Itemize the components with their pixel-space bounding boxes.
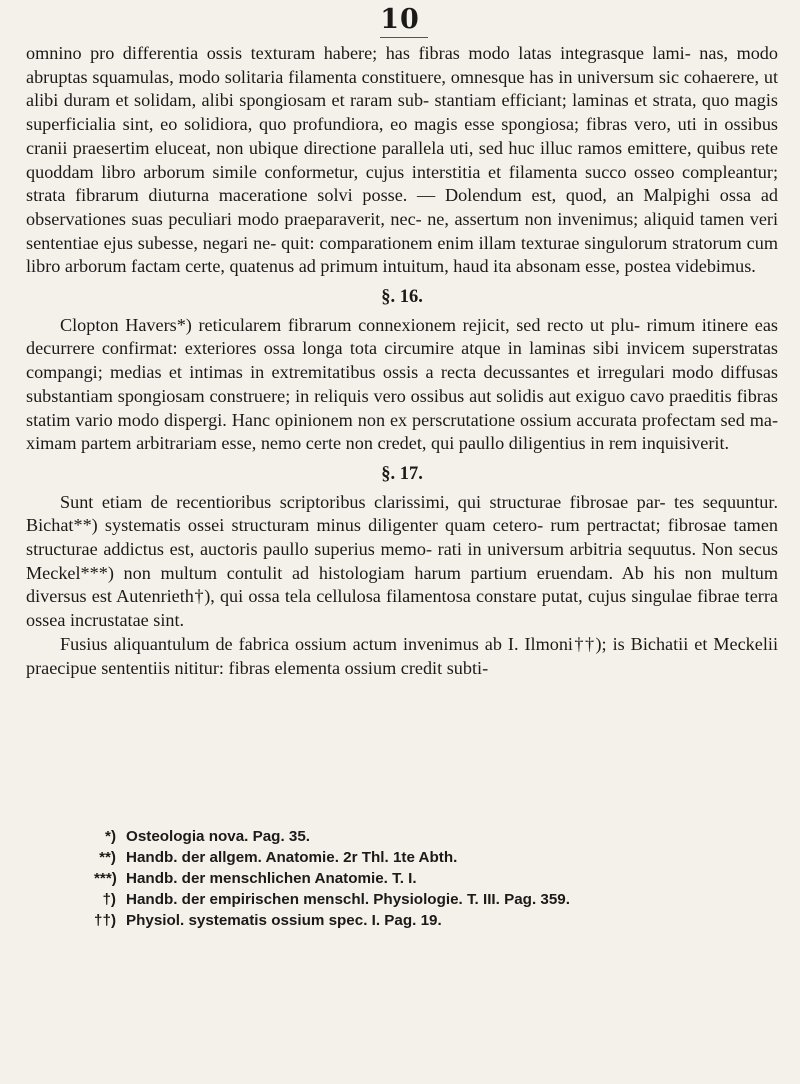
- footnote: [94, 910, 734, 931]
- footnote-mark: ††): [94, 912, 116, 929]
- footnote-text: Handb. der empirischen menschl. Physiologie. T. III. Pag. 359.: [126, 891, 570, 908]
- footnote-mark: †): [102, 891, 116, 908]
- paragraph-2: Clopton Havers*) reticularem fibrarum connexionem rejicit, sed recto ut plu- rimum itinere eas decurrere confirmat: exteriores ossa longa tota circumire atque in laminas sibi invicem superstratas compangi; medias et intimas in extremitatibus ossis a recta decussantes et irregulari modo diffusas substantiam spongiosam construere; in reliquis vero ossibus aut solidis aut exiguo cavo praeditis fibras statim vario modo dispergi. Hanc opinionem non ex perscrutatione ossium accurata profectam sed ma- ximam partem arbitrariam esse, nemo certe non credet, qui paullo diligentius in rem inquisiverit.: [26, 314, 778, 454]
- footnote: [94, 826, 734, 847]
- footnote: [94, 868, 734, 889]
- paragraph-4: Fusius aliquantulum de fabrica ossium actum invenimus ab I. Ilmoni††); is Bichatii et Meckelii praecipue sententiis nititur: fibras elementa ossium credit subti-: [26, 633, 778, 678]
- paragraph-3: Sunt etiam de recentioribus scriptoribus clarissimi, qui structurae fibrosae par- tes sequuntur. Bichat**) systematis ossei structuram minus diligenter quam cetero- rum pertractat; fibrosae tamen structurae addictus est, auctoris paullo superius memo- rati in universum arbitria sequutus. Non secus Meckel***) non multum contulit ad histologiam harum partium eruendam. Ab his non multum diversus est Autenrieth†), qui ossa tela cellulosa filamentosa constare putat, cujus singulae fibrae terra ossea incrustatae sint.: [26, 491, 778, 631]
- footnote-text: Osteologia nova. Pag. 35.: [126, 828, 310, 845]
- footnote-text: Handb. der allgem. Anatomie. 2r Thl. 1te Abth.: [126, 849, 458, 866]
- paragraph-1: omnino pro differentia ossis texturam habere; has fibras modo latas integrasque lami- nas, modo abruptas squamulas, modo solitaria filamenta constituere, omnesque has in universum sic cohaerere, ut alibi duram et solidam, alibi spongiosam et raram sub- stantiam efficiant; laminas et strata, quo magis superficialia sint, eo solidiora, quo profundiora, eo magis esse spongiosa; fibras vero, uti in ossibus cranii praesertim eluceat, non ubique directione parallela uti, sed huc illuc ramos emittere, quibus rete quoddam libro arborum simile conformetur, cujus interstitia et filamenta succo osseo compleantur; strata fibrarum diuturna maceratione solvi posse. — Dolendum est, quod, an Malpighi ossa ad observationes suas peculiari modo praeparaverit, nec- ne, assertum non invenimus; aliquid tamen veri sententiae ejus subesse, negari ne- quit: comparationem enim illam texturae singulorum stratorum cum libro arborum factam certe, quatenus ad primum intuitum, haud ita absonam esse, postea videbimus.: [26, 43, 778, 277]
- footnote-mark: **): [99, 849, 116, 866]
- footnote-text: Physiol. systematis ossium spec. I. Pag. 19.: [126, 912, 442, 929]
- footnote-text: Handb. der menschlichen Anatomie. T. I.: [126, 870, 417, 887]
- footnotes: [94, 826, 734, 931]
- footnote-mark: *): [105, 828, 116, 845]
- footnote-mark: ***): [94, 870, 117, 887]
- page-number-rule: [380, 37, 428, 38]
- page-number: 10: [380, 4, 420, 35]
- footnote: [94, 889, 734, 910]
- section-heading-17: §. 17.: [381, 463, 423, 484]
- footnote: [94, 847, 734, 868]
- section-heading-16: §. 16.: [381, 287, 423, 308]
- body-text: [26, 42, 778, 680]
